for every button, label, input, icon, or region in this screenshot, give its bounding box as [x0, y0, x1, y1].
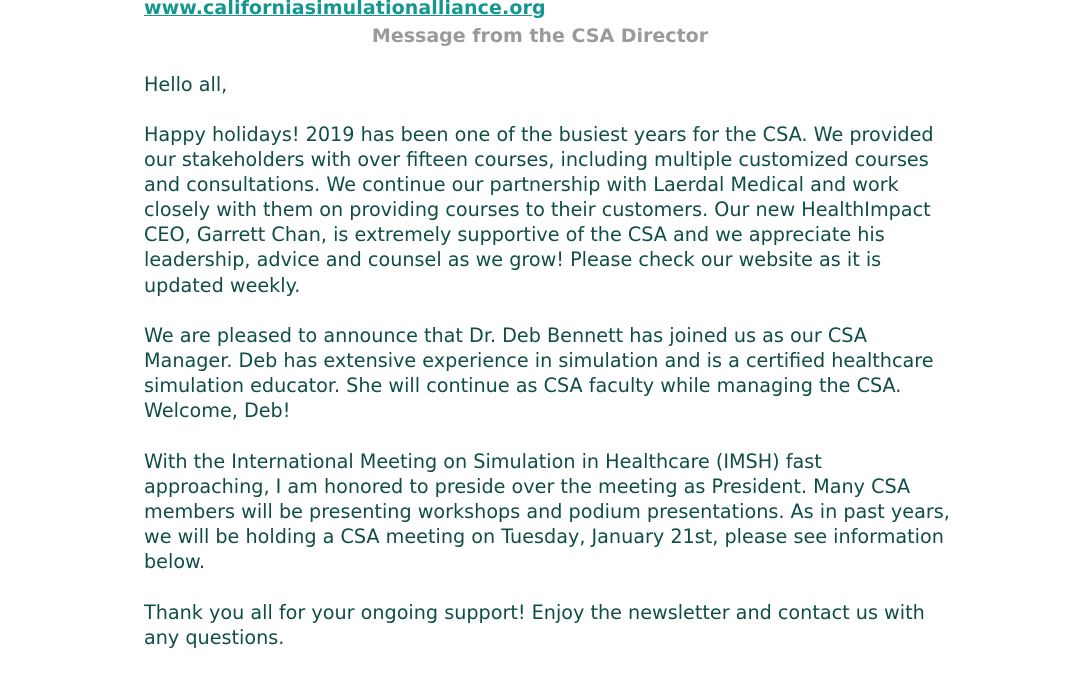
paragraph-line: Happy holidays! 2019 has been one of the busiest years for the CSA. We provided — [144, 123, 934, 146]
paragraph-line: approaching, I am honored to preside over the meeting as President. Many CSA — [144, 475, 911, 499]
greeting — [144, 72, 944, 97]
paragraph-line: We are pleased to announce that Dr. Deb Bennett has joined us as our CSA — [144, 324, 867, 347]
section-title: Message from the CSA Director — [371, 25, 709, 47]
paragraph-line: updated weekly. — [144, 273, 301, 297]
paragraph-line: members will be presenting workshops and podium presentations. As in past years, — [144, 500, 950, 524]
paragraph-line: closely with them on providing courses to their customers. Our new HealthImpact — [144, 198, 931, 222]
paragraph-line: CEO, Garrett Chan, is extremely supportive of the CSA and we appreciate his — [144, 223, 885, 247]
paragraph-new-manager — [144, 323, 944, 423]
paragraph-closing — [144, 600, 944, 650]
greeting-text: Hello all, — [144, 73, 228, 96]
paragraph-line: leadership, advice and counsel as we grow! Please check our website as it is — [144, 248, 882, 272]
paragraph-line: With the International Meeting on Simulation in Healthcare (IMSH) fast — [144, 450, 822, 473]
paragraph-line: Thank you all for your ongoing support! Enjoy the newsletter and contact us with — [144, 601, 925, 624]
paragraph-line: simulation educator. She will continue as CSA faculty while managing the CSA. — [144, 374, 902, 398]
paragraph-line: Welcome, Deb! — [144, 399, 291, 423]
paragraph-holiday-update — [144, 122, 944, 298]
paragraph-line: Manager. Deb has extensive experience in simulation and is a certified healthcare — [144, 349, 934, 373]
paragraph-line: below. — [144, 550, 206, 574]
paragraph-line: any questions. — [144, 626, 285, 650]
paragraph-line: our stakeholders with over fifteen courses, including multiple customized courses — [144, 148, 929, 172]
website-link[interactable]: www.californiasimulationalliance.org — [144, 0, 546, 19]
paragraph-line: we will be holding a CSA meeting on Tuesday, January 21st, please see information — [144, 525, 944, 549]
paragraph-line: and consultations. We continue our partnership with Laerdal Medical and work — [144, 173, 899, 197]
paragraph-imsh-meeting — [144, 449, 950, 574]
